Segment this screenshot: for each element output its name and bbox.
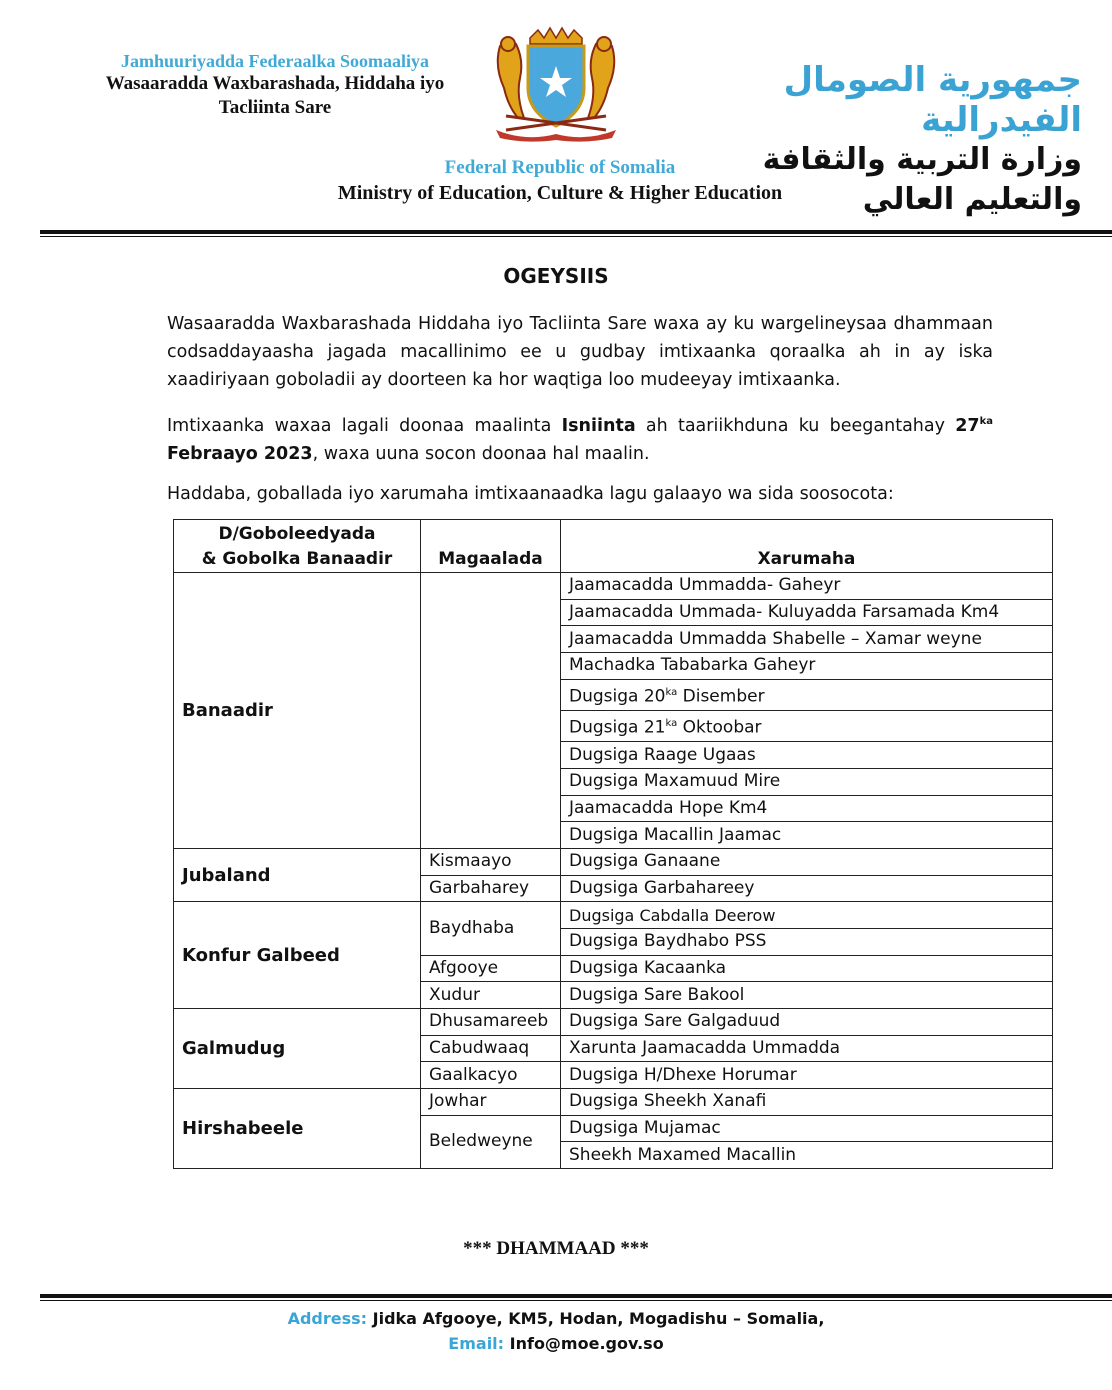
center-cell: Jaamacadda Ummadda- Gaheyr — [561, 573, 1053, 600]
center-cell: Dugsiga Sheekh Xanafi — [561, 1089, 1053, 1116]
city-cell: Jowhar — [421, 1089, 561, 1116]
closing-mark: *** DHAMMAAD *** — [463, 1238, 649, 1259]
ministry-name-somali: Wasaaradda Waxbarashada, Hiddaha iyo — [105, 73, 445, 94]
footer-divider — [40, 1294, 1112, 1298]
header-region — [174, 520, 421, 573]
city-cell: Beledweyne — [421, 1115, 561, 1168]
ordinal-suffix: ka — [665, 718, 678, 730]
city-cell: Garbaharey — [421, 875, 561, 902]
somalia-coat-of-arms-icon — [486, 26, 626, 144]
center-cell: Jaamacadda Hope Km4 — [561, 795, 1053, 822]
center-cell: Dugsiga Baydhabo PSS — [561, 929, 1053, 956]
region-banaadir: Banaadir — [174, 573, 421, 849]
center-cell: Sheekh Maxamed Macallin — [561, 1142, 1053, 1169]
ordinal-suffix: ka — [665, 687, 678, 698]
center-text: Disember — [677, 686, 765, 707]
para2-text: Imtixaanka waxaa lagali doonaa maalinta — [167, 415, 562, 436]
ministry-name-arabic: وزارة التربية والثقافة والتعليم العالي — [762, 142, 1082, 217]
city-cell: Afgooye — [421, 955, 561, 982]
center-cell: Machadka Tababarka Gaheyr — [561, 652, 1053, 679]
ministry-header-english — [250, 156, 870, 206]
ministry-name-somali-cont: Tacliinta Sare — [218, 97, 332, 118]
ministry-header-somali — [60, 50, 490, 120]
para2-text-2: ah taariikhduna ku beegantahay — [635, 415, 956, 436]
city-cell: Baydhaba — [421, 902, 561, 955]
center-cell: Dugsiga Sare Galgaduud — [561, 1009, 1053, 1036]
center-cell: Jaamacadda Ummadda Shabelle – Xamar weyne — [561, 626, 1053, 653]
exam-centers-table — [173, 519, 1053, 1169]
notice-paragraph-1: Wasaaradda Waxbarashada Hiddaha iyo Tacliinta Sare waxa ay ku wargelineysaa dhammaan codsaddayaasha jagada macallinimo ee u gudbay imtixaanka qoraalka ah in ay iska xaadiriyaan goboladii ay doorteen ka hor waqtiga loo mudeeyay imtixaanka. — [167, 314, 993, 390]
address-text: Jidka Afgooye, KM5, Hodan, Mogadishu – Somalia, — [367, 1309, 825, 1328]
center-cell: Dugsiga Mujamac — [561, 1115, 1053, 1142]
center-text: Oktoobar — [677, 718, 762, 739]
center-cell: Dugsiga Maxamuud Mire — [561, 769, 1053, 796]
city-cell-empty — [421, 573, 561, 849]
center-cell: Jaamacadda Ummada- Kuluyadda Farsamada Km4 — [561, 599, 1053, 626]
table-row — [174, 849, 1053, 876]
notice-paragraph-2 — [167, 408, 993, 468]
city-cell: Xudur — [421, 982, 561, 1009]
footer-divider-thin — [40, 1300, 1112, 1301]
header-divider — [40, 230, 1112, 234]
city-cell: Kismaayo — [421, 849, 561, 876]
table-row — [174, 1009, 1053, 1036]
region-jubaland: Jubaland — [174, 849, 421, 902]
republic-name-somali: Jamhuuriyadda Federaalka Soomaaliya — [120, 51, 430, 71]
para2-text-3: , waxa uuna socon doonaa hal maalin. — [312, 443, 650, 464]
center-cell: Xarunta Jaamacadda Ummadda — [561, 1035, 1053, 1062]
ministry-name-english: Ministry of Education, Culture & Higher Education — [337, 182, 783, 204]
center-cell — [561, 679, 1053, 710]
center-cell — [561, 711, 1053, 742]
email-label: Email: — [448, 1334, 505, 1353]
table-header-row — [174, 520, 1053, 573]
header-region-line1: D/Goboleedyada — [218, 524, 376, 544]
notice-paragraph-3: Haddaba, goballada iyo xarumaha imtixaanaadka lagu galaayo wa sida soosocota: — [167, 484, 894, 504]
header-divider-thin — [40, 236, 1112, 237]
republic-name-arabic: جمهورية الصومال الفيدرالية — [783, 60, 1082, 140]
footer-email — [0, 1331, 1112, 1356]
city-cell: Gaalkacyo — [421, 1062, 561, 1089]
exam-date-month-year: Febraayo 2023 — [167, 443, 313, 464]
region-konfur-galbeed: Konfur Galbeed — [174, 902, 421, 1009]
exam-date-day: 27 — [955, 415, 980, 436]
region-hirshabeele: Hirshabeele — [174, 1089, 421, 1169]
center-cell: Dugsiga Macallin Jaamac — [561, 822, 1053, 849]
exam-day: Isniinta — [561, 415, 636, 436]
header-region-line2: & Gobolka Banaadir — [201, 549, 393, 569]
header-centers: Xarumaha — [561, 520, 1053, 573]
footer-address — [0, 1306, 1112, 1331]
table-row — [174, 1089, 1053, 1116]
region-galmudug: Galmudug — [174, 1009, 421, 1089]
center-cell: Dugsiga H/Dhexe Horumar — [561, 1062, 1053, 1089]
center-cell: Dugsiga Garbahareey — [561, 875, 1053, 902]
city-cell: Dhusamareeb — [421, 1009, 561, 1036]
center-cell: Dugsiga Ganaane — [561, 849, 1053, 876]
center-cell: Dugsiga Sare Bakool — [561, 982, 1053, 1009]
center-text: Dugsiga 21 — [569, 718, 666, 739]
exam-date-suffix: ka — [979, 416, 993, 427]
republic-name-english: Federal Republic of Somalia — [444, 157, 676, 178]
notice-title: OGEYSIIS — [503, 264, 609, 288]
header-city: Magaalada — [421, 520, 561, 573]
center-cell: Dugsiga Raage Ugaas — [561, 742, 1053, 769]
table-row — [174, 573, 1053, 600]
center-text: Dugsiga 20 — [569, 686, 666, 707]
city-cell: Cabudwaaq — [421, 1035, 561, 1062]
footer-contact — [0, 1306, 1112, 1356]
address-label: Address: — [287, 1309, 368, 1328]
center-cell: Dugsiga Cabdalla Deerow — [561, 902, 1053, 929]
center-cell: Dugsiga Kacaanka — [561, 955, 1053, 982]
table-row — [174, 902, 1053, 929]
email-link[interactable]: Info@moe.gov.so — [504, 1334, 664, 1353]
